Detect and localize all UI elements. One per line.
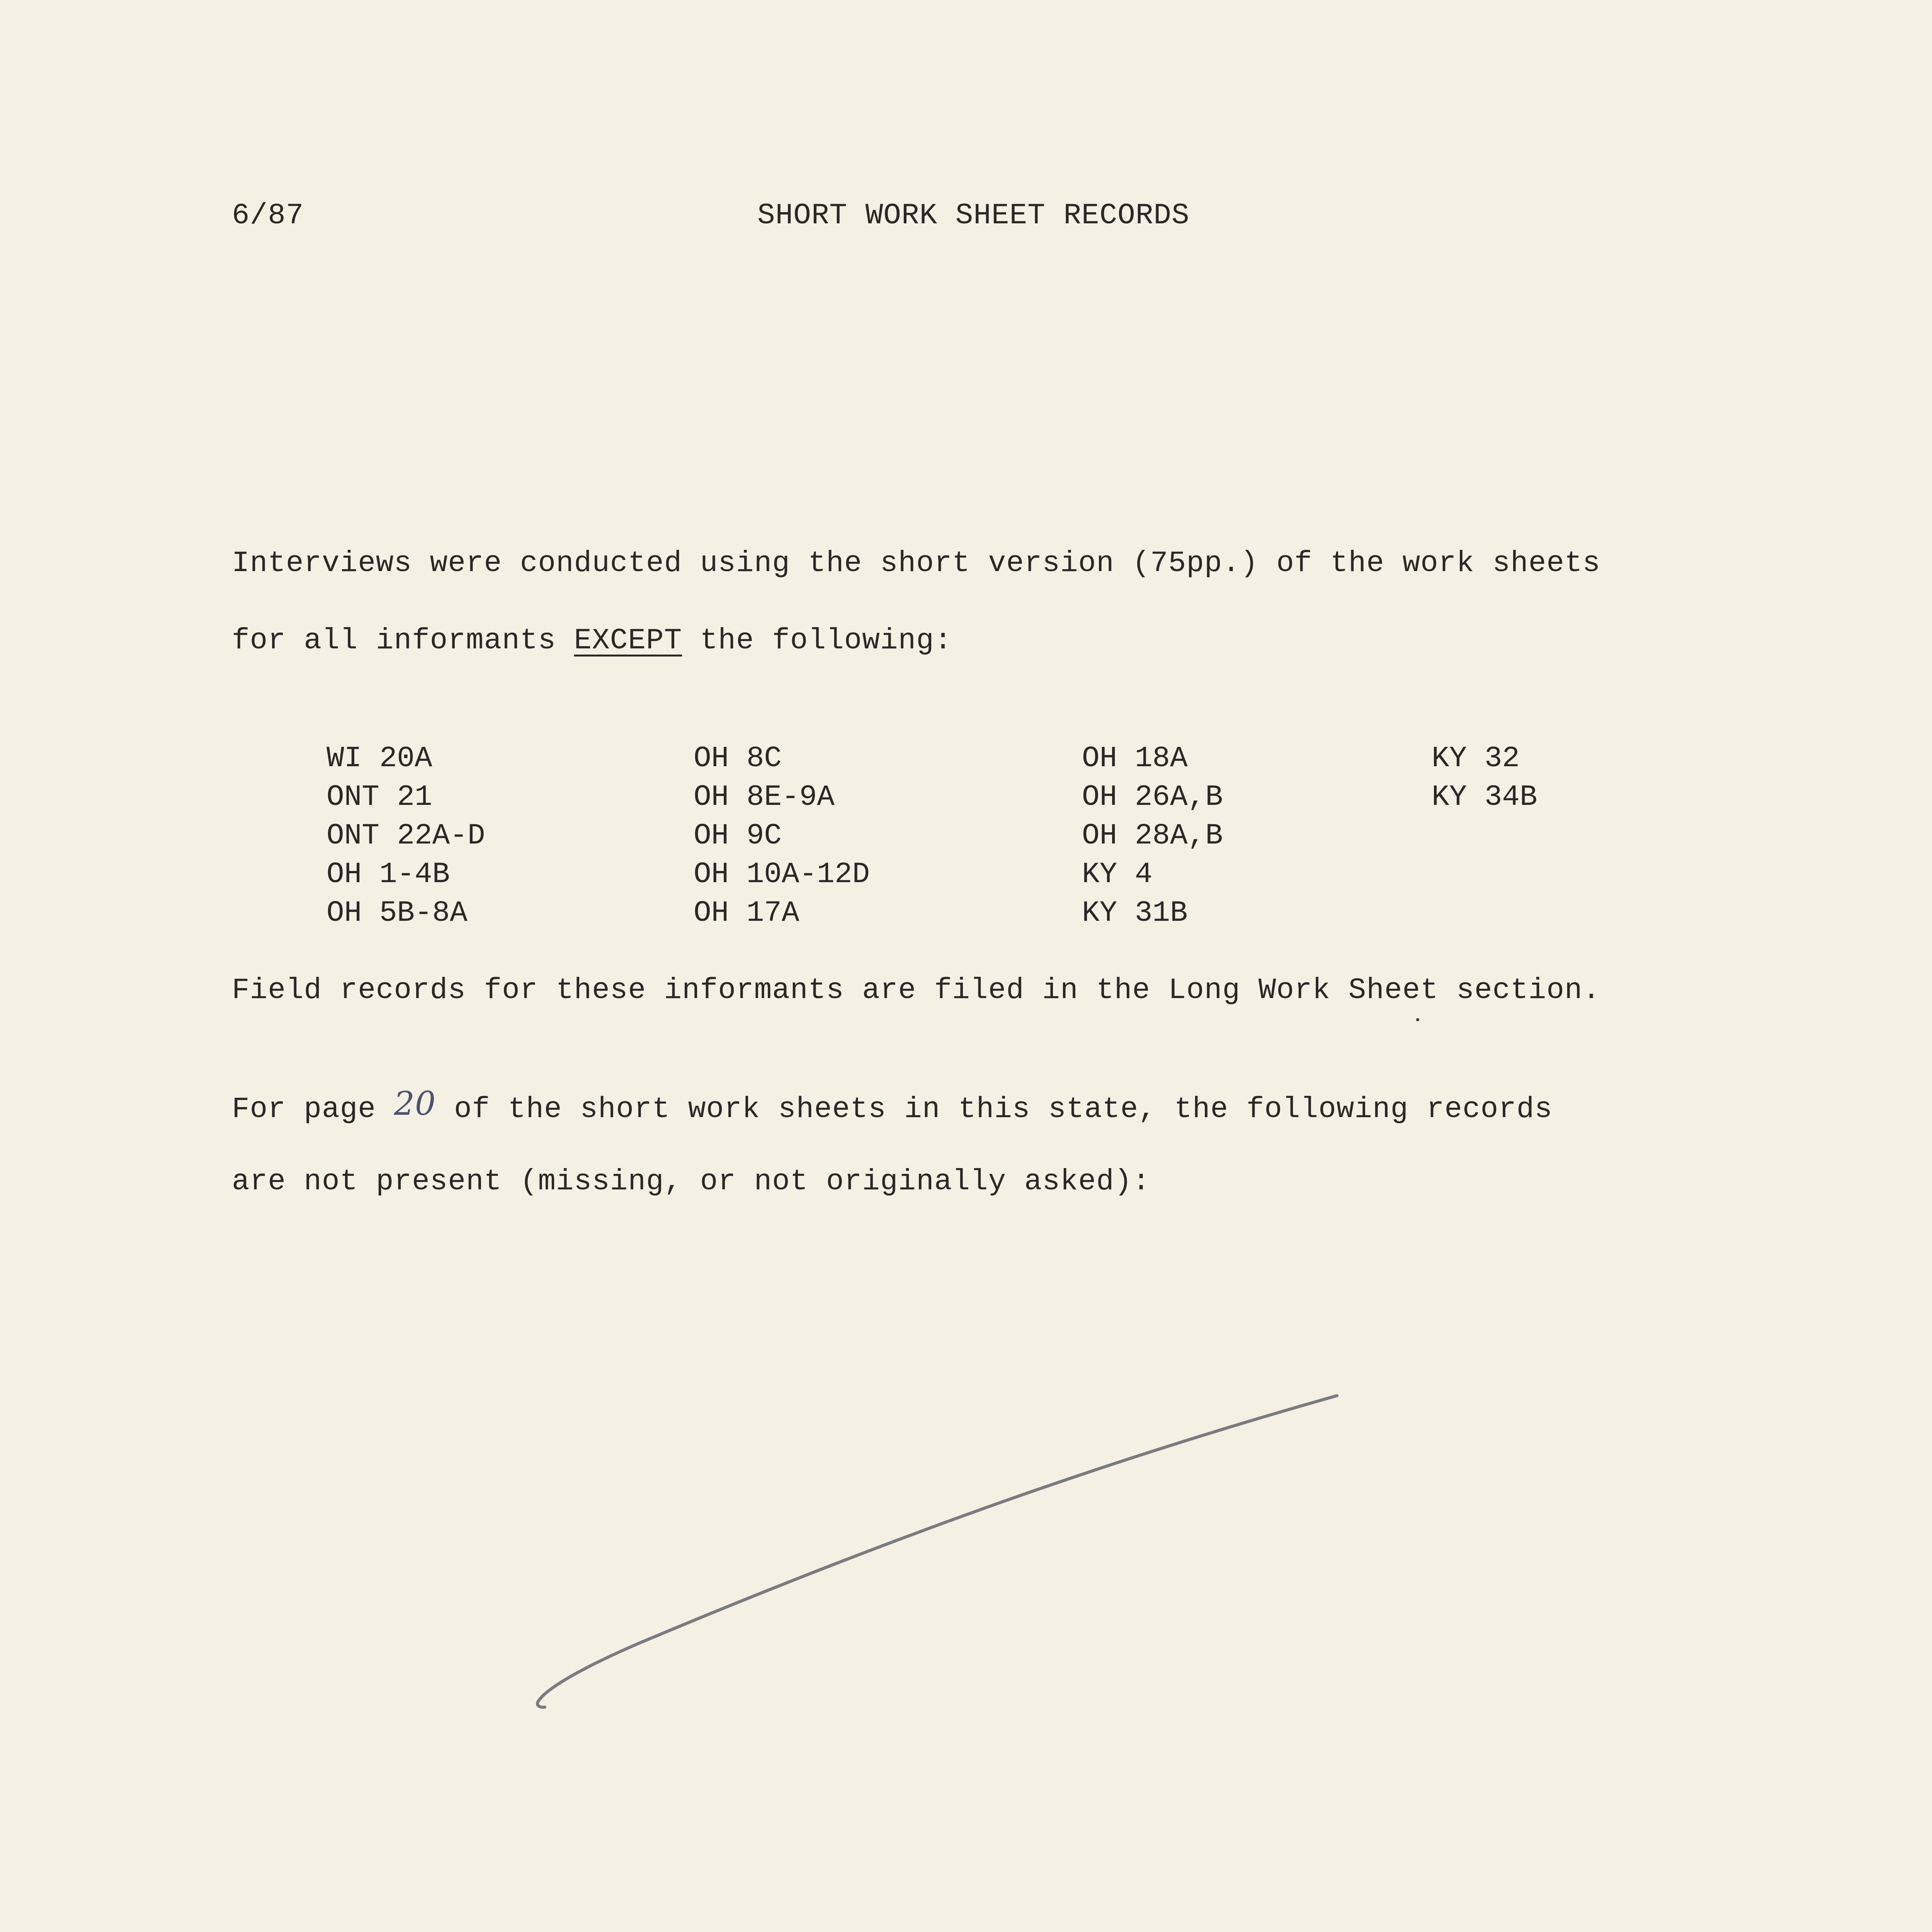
intro-line-2-end: the following: <box>682 624 952 657</box>
informant-entry: OH 8C <box>694 742 782 775</box>
handwritten-page-number: 20 <box>394 1085 436 1122</box>
missing-prefix: For page <box>232 1093 394 1126</box>
informant-entry: OH 10A-12D <box>694 858 870 891</box>
intro-line-1: Interviews were conducted using the short version (75pp.) of the work sheets <box>232 547 1601 580</box>
informant-entry: OH 9C <box>694 819 782 852</box>
informant-entry: OH 5B-8A <box>327 896 468 930</box>
informant-entry: OH 1-4B <box>327 858 450 891</box>
missing-suffix: of the short work sheets in this state, the following records <box>436 1093 1553 1126</box>
informant-entry: KY 32 <box>1432 742 1520 775</box>
informant-entry: ONT 22A-D <box>327 819 485 852</box>
informant-entry: ONT 21 <box>327 781 432 814</box>
except-emphasis: EXCEPT <box>574 624 682 657</box>
informant-entry: KY 31B <box>1082 896 1188 930</box>
header-title: SHORT WORK SHEET RECORDS <box>757 199 1190 232</box>
filed-note: Field records for these informants are filed in the Long Work Sheet section. <box>232 974 1601 1007</box>
informant-entry: OH 28A,B <box>1082 819 1223 852</box>
informant-entry: KY 34B <box>1432 781 1537 814</box>
informant-entry: WI 20A <box>327 742 432 775</box>
informant-entry: KY 4 <box>1082 858 1153 891</box>
intro-line-2-start: for all informants <box>232 624 574 657</box>
informant-entry: OH 18A <box>1082 742 1188 775</box>
informant-entry: OH 8E-9A <box>694 781 835 814</box>
header-date: 6/87 <box>232 199 304 232</box>
informant-entry: OH 17A <box>694 896 799 930</box>
informant-entry: OH 26A,B <box>1082 781 1223 814</box>
missing-records-line-2: are not present (missing, or not originally asked): <box>232 1165 1150 1198</box>
